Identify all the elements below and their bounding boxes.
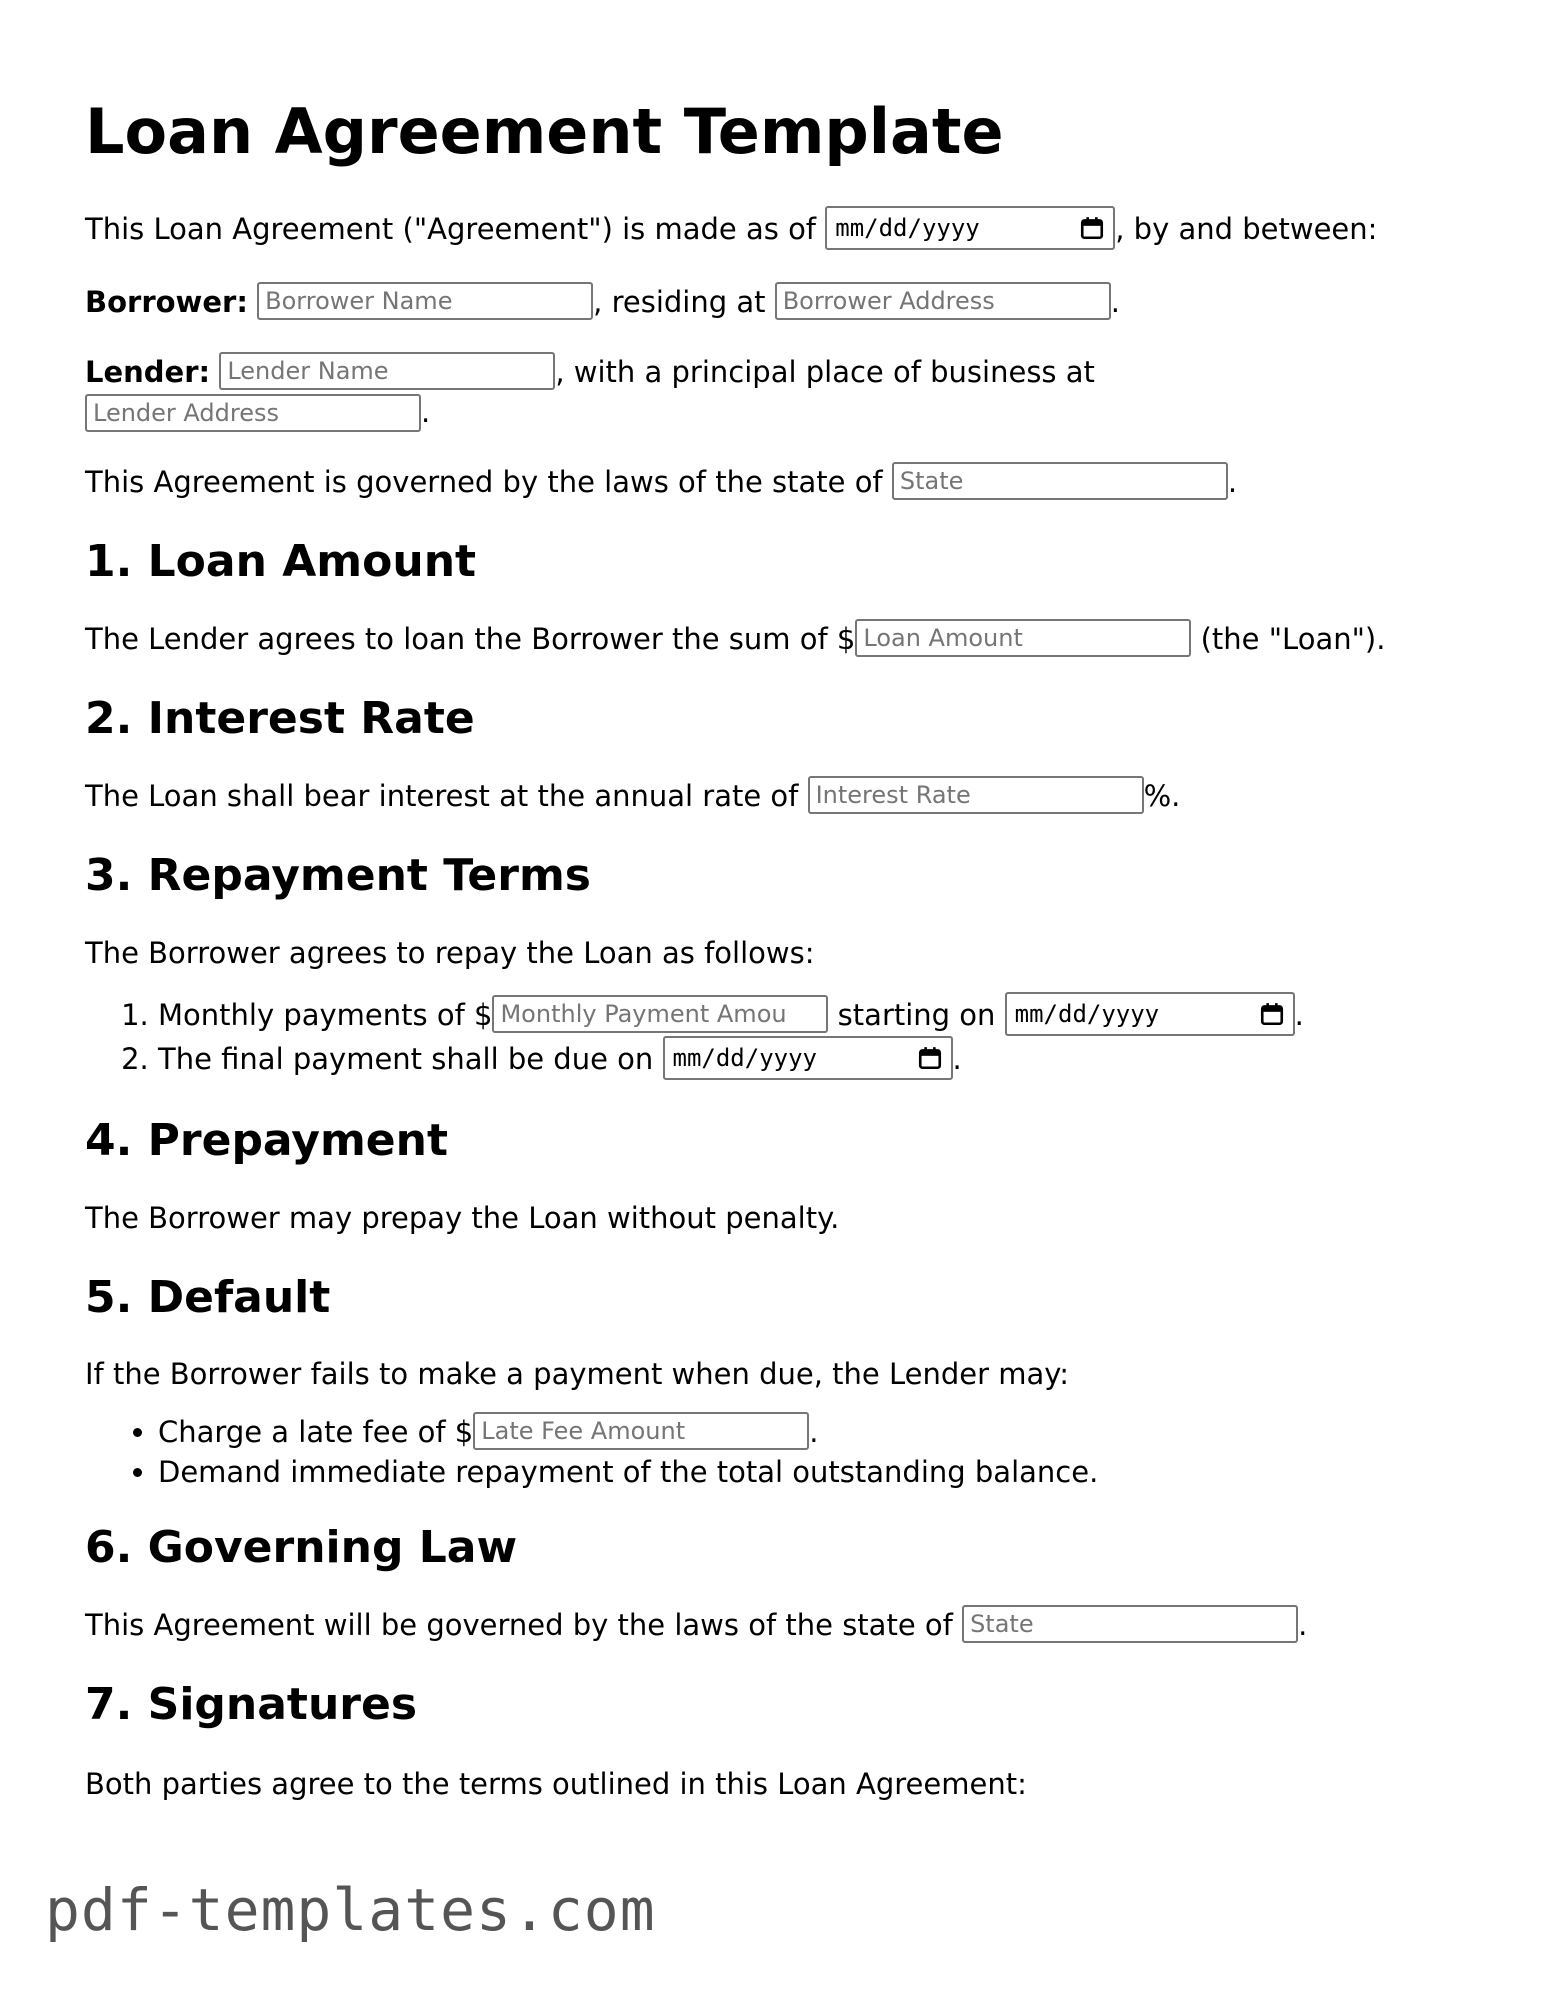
percent-text: %.: [1143, 778, 1181, 813]
default-list: [85, 1412, 1465, 1492]
loan-amount-paragraph: [85, 619, 1465, 659]
page-title: Loan Agreement Template: [85, 95, 1004, 168]
calendar-icon: [917, 1045, 943, 1071]
intro-paragraph: [85, 209, 1465, 250]
starting-text: starting on: [828, 997, 996, 1032]
lender-label: Lender:: [85, 355, 211, 390]
start-date-input[interactable]: [1005, 992, 1295, 1036]
loan-amount-text: The Lender agrees to loan the Borrower the sum of $: [85, 622, 856, 657]
late-fee-text: Charge a late fee of $: [158, 1415, 474, 1450]
business-text: , with a principal place of business at: [555, 355, 1095, 390]
agreement-date-input[interactable]: [825, 206, 1115, 250]
interest-paragraph: [85, 776, 1465, 816]
period: .: [1294, 997, 1304, 1032]
final-date-input[interactable]: [663, 1036, 953, 1080]
date-format-text: mm/dd/yyyy: [1014, 999, 1160, 1028]
section-4-heading: 4. Prepayment: [85, 1114, 448, 1166]
list-item: [158, 993, 1465, 1037]
section-7-heading: 7. Signatures: [85, 1679, 418, 1731]
borrower-paragraph: [85, 282, 1465, 322]
calendar-icon: [1259, 1001, 1285, 1027]
residing-text: , residing at: [593, 285, 766, 320]
list-item: • Demand immediate repayment of the total outstanding balance.: [158, 1452, 1465, 1492]
intro-text-end: , by and between:: [1115, 212, 1378, 247]
period: .: [809, 1415, 819, 1450]
date-format-text: mm/dd/yyyy: [835, 214, 980, 243]
borrower-label: Borrower:: [85, 285, 248, 320]
section-6-heading: 6. Governing Law: [85, 1522, 518, 1574]
period: .: [1227, 465, 1238, 500]
period: .: [421, 395, 431, 430]
calendar-icon: [1079, 215, 1105, 241]
loan-agreement-page: [85, 95, 1465, 1804]
loan-amount-text-end: (the "Loan").: [1191, 622, 1386, 657]
lender-paragraph: [85, 352, 1465, 432]
loan-amount-input[interactable]: [855, 619, 1191, 657]
interest-rate-input[interactable]: [808, 776, 1144, 814]
final-payment-text: The final payment shall be due on: [158, 1041, 654, 1076]
late-fee-input[interactable]: [473, 1412, 809, 1450]
date-format-text: mm/dd/yyyy: [672, 1043, 817, 1072]
governing-law-paragraph: [85, 1605, 1465, 1645]
intro-text: This Loan Agreement ("Agreement") is made as of: [85, 212, 817, 247]
list-item: [158, 1037, 1465, 1081]
borrower-address-input[interactable]: [775, 282, 1111, 320]
governing-law-text: This Agreement will be governed by the laws of the state of: [85, 1608, 953, 1643]
period: .: [952, 1041, 962, 1076]
period: .: [1110, 285, 1120, 320]
section-5-heading: 5. Default: [85, 1271, 331, 1323]
governed-paragraph: [85, 462, 1465, 502]
signatures-text: Both parties agree to the terms outlined in this Loan Agreement:: [85, 1766, 1027, 1801]
section-3-heading: 3. Repayment Terms: [85, 849, 591, 901]
section-1-heading: 1. Loan Amount: [85, 536, 477, 588]
governing-state-input[interactable]: [962, 1605, 1298, 1643]
interest-text: The Loan shall bear interest at the annual rate of: [85, 778, 799, 813]
section-2-heading: 2. Interest Rate: [85, 693, 475, 745]
default-text: If the Borrower fails to make a payment when due, the Lender may:: [85, 1357, 1070, 1392]
period: .: [1298, 1608, 1308, 1643]
repayment-list: [85, 993, 1465, 1081]
lender-address-input[interactable]: [85, 394, 421, 432]
watermark: pdf-templates.com: [45, 1876, 656, 1944]
state-input[interactable]: [892, 462, 1228, 500]
monthly-payment-input[interactable]: [492, 995, 828, 1033]
lender-name-input[interactable]: [219, 352, 555, 390]
repayment-text: The Borrower agrees to repay the Loan as follows:: [85, 935, 815, 970]
prepayment-text: The Borrower may prepay the Loan without penalty.: [85, 1200, 840, 1235]
list-item: [158, 1412, 1465, 1452]
borrower-name-input[interactable]: [257, 282, 593, 320]
monthly-text: Monthly payments of $: [158, 997, 493, 1032]
governed-text: This Agreement is governed by the laws of the state of: [85, 465, 883, 500]
